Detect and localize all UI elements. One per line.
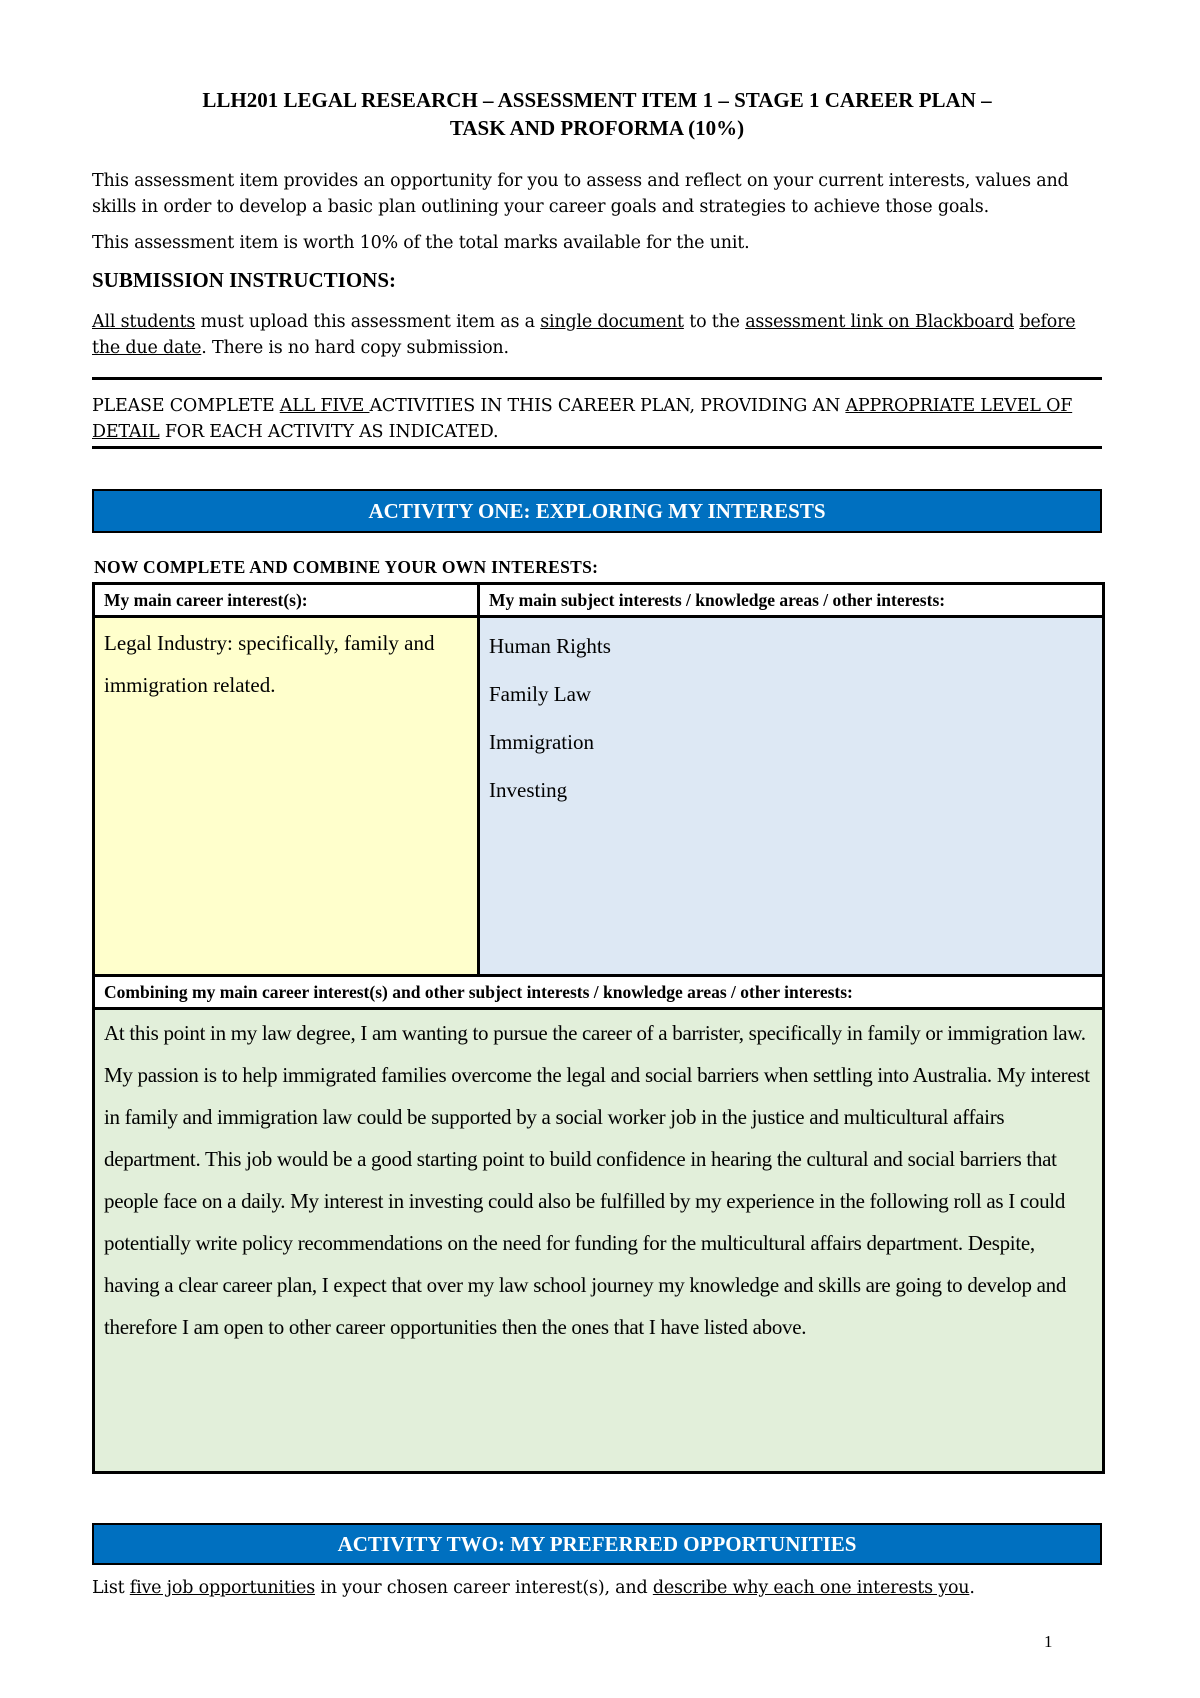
subject-interest-item: Family Law <box>489 682 592 706</box>
activity-two-text-1: List <box>92 1578 130 1598</box>
instruction-paragraph <box>92 393 1102 445</box>
describe-text: describe why each one interests you <box>652 1578 970 1598</box>
intro-paragraph: This assessment item provides an opportunity for you to assess and reflect on your current interests, values and skills in order to develop a basic plan outlining your career goals and strategies to achieve those goals. <box>92 171 1069 217</box>
assessment-link-text: assessment link on Blackboard <box>745 312 1014 332</box>
all-five-text: ALL FIVE <box>279 396 370 416</box>
activity-two-instruction <box>92 1575 1102 1601</box>
activity-two-banner: ACTIVITY TWO: MY PREFERRED OPPORTUNITIES <box>92 1523 1102 1565</box>
title-line-1: LLH201 LEGAL RESEARCH – ASSESSMENT ITEM 1 – STAGE 1 CAREER PLAN – <box>202 88 992 112</box>
subject-interest-item: Human Rights <box>489 634 611 658</box>
combining-text-cell[interactable]: At this point in my law degree, I am wanting to pursue the career of a barrister, specifically in family or immigration law. My passion is to help immigrated families overcome the legal and social barriers when settling into Australia. My interest in family and immigration law could be supported by a social worker job in the justice and multicultural affairs department. This job would be a good starting point to build confidence in hearing the cultural and social barriers that people face on a daily. My interest in investing could also be fulfilled by my experience in the following roll as I could potentially write policy recommendations on the need for funding for the multicultural affairs department. Despite, having a clear career plan, I expect that over my law school journey my knowledge and skills are going to develop and therefore I am open to other career opportunities then the ones that I have listed above. <box>94 1009 1104 1473</box>
submission-text-2: to the <box>683 312 746 332</box>
subject-interest-item: Immigration <box>489 730 594 754</box>
instruction-text-3: FOR EACH ACTIVITY AS INDICATED. <box>159 422 499 442</box>
submission-text-4: . There is no hard copy submission. <box>201 338 509 358</box>
combining-header: Combining my main career interest(s) and other subject interests / knowledge areas / other interests: <box>94 976 1104 1009</box>
activity-one-banner: ACTIVITY ONE: EXPLORING MY INTERESTS <box>92 489 1102 533</box>
worth-paragraph: This assessment item is worth 10% of the total marks available for the unit. <box>92 233 750 253</box>
all-students-text: All students <box>92 312 196 332</box>
five-jobs-text: five job opportunities <box>129 1578 315 1598</box>
appropriate-detail-text: APPROPRIATE LEVEL OF DETAIL <box>92 396 1073 442</box>
submission-paragraph <box>92 309 1102 361</box>
submission-heading: SUBMISSION INSTRUCTIONS: <box>92 268 396 292</box>
divider-bottom <box>92 446 1102 449</box>
document-title <box>92 86 1102 142</box>
subject-interest-item: Investing <box>489 778 568 802</box>
single-document-text: single document <box>540 312 684 332</box>
activity-one-prompt: NOW COMPLETE AND COMBINE YOUR OWN INTERESTS: <box>94 557 599 577</box>
activity-two-text-3: . <box>969 1578 975 1598</box>
career-interest-header: My main career interest(s): <box>94 584 479 617</box>
instruction-text-1: PLEASE COMPLETE <box>92 396 280 416</box>
activity-two-text-2: in your chosen career interest(s), and <box>314 1578 653 1598</box>
page-number: 1 <box>1044 1632 1053 1651</box>
subject-interests-cell[interactable] <box>479 617 1104 976</box>
submission-text-1: must upload this assessment item as a <box>195 312 541 332</box>
career-interest-cell[interactable]: Legal Industry: specifically, family and immigration related. <box>94 617 479 976</box>
title-line-2: TASK AND PROFORMA (10%) <box>449 116 745 140</box>
instruction-text-2: ACTIVITIES IN THIS CAREER PLAN, PROVIDING AN <box>369 396 846 416</box>
subject-interests-header: My main subject interests / knowledge areas / other interests: <box>479 584 1104 617</box>
interests-table <box>92 582 1105 1474</box>
divider-top <box>92 377 1102 380</box>
before-due-text: before the due date <box>92 312 1076 358</box>
